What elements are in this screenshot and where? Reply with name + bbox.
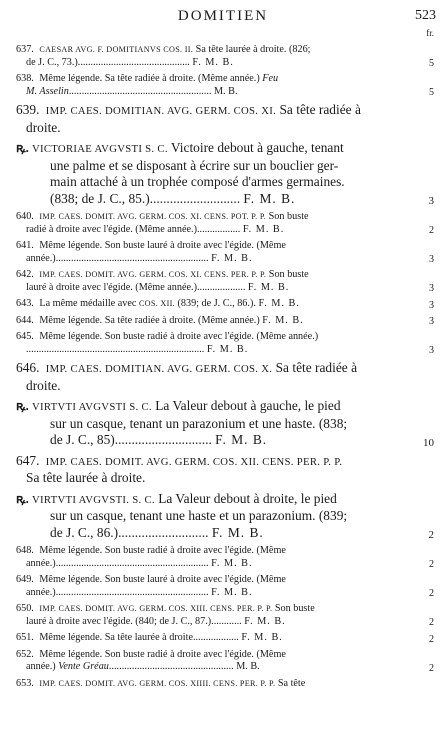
catalogue-entry bbox=[16, 545, 434, 570]
catalogue-entry bbox=[16, 632, 434, 645]
entry-text: Son buste bbox=[266, 269, 309, 280]
coin-legend: IMP. CAES. DOMIT. AVG. GERM. COS. XI. CENS. PER. P. P. bbox=[39, 270, 267, 279]
entry-line bbox=[16, 331, 434, 344]
entry-number: 638. bbox=[16, 73, 37, 84]
entry-line bbox=[16, 603, 434, 616]
catalogue-entry bbox=[16, 331, 434, 356]
entry-text: Son buste bbox=[272, 603, 315, 614]
entry-number: 650. bbox=[16, 603, 37, 614]
coin-legend: VIRTVTI AVGVSTI. S. C. bbox=[31, 493, 155, 506]
entry-line bbox=[16, 86, 434, 99]
entry-line bbox=[16, 649, 434, 662]
price-value: 3 bbox=[429, 283, 434, 294]
entry-line bbox=[16, 120, 434, 137]
module-label: F. M. B. bbox=[244, 615, 286, 627]
entry-text: sur un casque, tenant un parazonium et une haste. (838; bbox=[50, 415, 348, 431]
entry-number: 646. bbox=[16, 360, 43, 375]
entry-text: radié à droite avec l'égide. (Même année.)................. bbox=[26, 223, 243, 235]
entry-line bbox=[16, 282, 434, 295]
entry-line bbox=[16, 432, 434, 449]
entry-line bbox=[16, 378, 434, 395]
entry-text: une palme et se disposant à écrire sur un bouclier ger- bbox=[50, 157, 339, 173]
entry-line bbox=[16, 57, 434, 70]
catalogue-entry bbox=[16, 574, 434, 599]
catalogue-entry bbox=[16, 44, 434, 69]
entry-line bbox=[16, 224, 434, 237]
module-label: F. M. B. bbox=[243, 190, 296, 206]
entry-number: 649. bbox=[16, 574, 37, 585]
catalogue-entry bbox=[16, 453, 434, 487]
entry-text: année.)............................................................ bbox=[26, 557, 212, 569]
entry-text: Sa tête bbox=[275, 677, 306, 689]
entry-text: Même légende. Sa tête laurée à droite.................. bbox=[39, 632, 242, 643]
price-value: 10 bbox=[423, 436, 434, 449]
catalogue-entry bbox=[16, 269, 434, 294]
catalogue-entry bbox=[16, 360, 434, 394]
price-value: 2 bbox=[429, 225, 434, 236]
reverse-mark: ꝶ. bbox=[16, 399, 32, 413]
entry-text: ................................................. M. B. bbox=[108, 661, 260, 672]
entry-text: Même légende. Son buste radié à droite avec l'égide. (Même année.) bbox=[39, 331, 319, 342]
entry-line bbox=[16, 174, 434, 191]
module-label: F. M. B. bbox=[206, 343, 249, 355]
price-value: 2 bbox=[429, 559, 434, 570]
module-label: F. M. B. bbox=[211, 557, 253, 569]
module-label: F. M. B. bbox=[211, 252, 253, 264]
entry-text: lauré à droite avec l'égide. (Même année.)................... bbox=[26, 281, 248, 293]
catalogue-entry bbox=[16, 102, 434, 136]
entry-text: La Valeur debout à gauche, le pied bbox=[151, 398, 341, 413]
entry-text: Même légende. Son buste lauré à droite avec l'égide. (Même bbox=[39, 240, 286, 251]
entry-line bbox=[16, 491, 434, 509]
currency-label: fr. bbox=[426, 28, 434, 38]
entry-text: Même légende. Sa tête radiée à droite. (Même année.) bbox=[39, 73, 263, 84]
catalogue-entry bbox=[16, 73, 434, 98]
entry-line bbox=[16, 508, 434, 525]
entry-number: 640. bbox=[16, 211, 37, 222]
entry-line bbox=[16, 344, 434, 357]
entry-number: 642. bbox=[16, 269, 37, 280]
entry-line bbox=[16, 398, 434, 416]
coin-legend: COS. XII. bbox=[138, 299, 175, 308]
entry-line bbox=[16, 661, 434, 674]
entry-text: Feu bbox=[262, 73, 279, 84]
entry-line bbox=[16, 416, 434, 433]
price-value: 2 bbox=[429, 588, 434, 599]
entry-line bbox=[16, 253, 434, 266]
coin-legend: IMP. CAES. DOMITIAN. AVG. GERM. COS. X. bbox=[45, 363, 273, 375]
price-value: 2 bbox=[429, 633, 434, 645]
entry-line bbox=[16, 191, 434, 208]
entry-line bbox=[16, 525, 434, 542]
coin-legend: IMP. CAES. DOMITIAN. AVG. GERM. COS. XI. bbox=[45, 105, 277, 117]
catalogue-body bbox=[16, 44, 434, 694]
catalogue-entry bbox=[16, 315, 434, 328]
entry-text: droite. bbox=[26, 119, 61, 135]
entry-number: 645. bbox=[16, 331, 37, 342]
coin-legend: IMP. CAES. DOMIT. AVG. GERM. COS. XI. CENS. POT. P. P. bbox=[39, 212, 267, 221]
module-label: F. M. B. bbox=[215, 432, 268, 447]
price-value: 2 bbox=[428, 529, 434, 541]
entry-line bbox=[16, 298, 434, 311]
module-label: F. M. B. bbox=[211, 524, 264, 540]
entry-number: 647. bbox=[16, 452, 43, 468]
module-label: F. M. B. bbox=[258, 298, 300, 309]
entry-text: ........................................................ M. B. bbox=[68, 85, 238, 97]
module-label: F. M. B. bbox=[241, 632, 283, 643]
entry-number: 643. bbox=[16, 298, 37, 309]
price-value: 2 bbox=[429, 617, 434, 628]
entry-text: Son buste bbox=[266, 211, 309, 222]
entry-text: La Valeur debout à droite, le pied bbox=[154, 490, 337, 506]
page-header bbox=[0, 6, 446, 38]
entry-number: 639. bbox=[16, 102, 43, 117]
catalogue-entry bbox=[16, 140, 434, 207]
entry-text: Sa tête radiée à bbox=[276, 102, 361, 117]
module-label: F. M. B. bbox=[247, 281, 290, 293]
price-value: 3 bbox=[429, 316, 434, 327]
coin-legend: VICTORIAE AVGVSTI S. C. bbox=[31, 143, 168, 155]
entry-line bbox=[16, 211, 434, 224]
entry-text: droite. bbox=[26, 377, 61, 393]
module-label: F. M. B. bbox=[211, 586, 253, 598]
reverse-mark: ꝶ. bbox=[16, 141, 32, 155]
catalogue-entry bbox=[16, 678, 434, 691]
coin-legend: IMP. CAES. DOMIT. AVG. GERM. COS. XIII. CENS. PER. P. P. bbox=[39, 604, 273, 613]
coin-legend: IMP. CAES. DOMIT. AVG. GERM. COS. XIIII. CENS. PER. P. P. bbox=[39, 678, 276, 688]
entry-text: Sa tête laurée à droite. (826; bbox=[193, 44, 311, 55]
entry-line bbox=[16, 574, 434, 587]
entry-number: 637. bbox=[16, 44, 37, 55]
entry-line bbox=[16, 44, 434, 57]
price-value: 5 bbox=[429, 87, 434, 98]
entry-text: Victoire debout à gauche, tenant bbox=[167, 140, 344, 155]
entry-line bbox=[16, 240, 434, 253]
entry-text: M. Asselin bbox=[26, 85, 69, 97]
coin-legend: CAESAR AVG. F. DOMITIANVS COS. II. bbox=[39, 45, 194, 54]
entry-line bbox=[16, 678, 434, 691]
price-value: 3 bbox=[429, 254, 434, 265]
entry-text: année.) bbox=[26, 661, 59, 672]
entry-text: (839; de J. C., 86.). bbox=[174, 298, 259, 309]
running-title: DOMITIEN bbox=[177, 8, 269, 24]
entry-line bbox=[16, 632, 434, 645]
entry-text: ...................................................................... bbox=[26, 343, 207, 355]
entry-text: Vente Gréau bbox=[58, 661, 109, 672]
entry-text: lauré à droite avec l'égide. (840; de J. C., 87.)............ bbox=[26, 615, 245, 627]
entry-text: de J. C., 85)............................. bbox=[50, 432, 216, 447]
catalogue-entry bbox=[16, 298, 434, 311]
entry-text: année.)............................................................ bbox=[26, 586, 212, 598]
entry-text: Sa tête radiée à bbox=[272, 360, 358, 375]
catalogue-entry bbox=[16, 211, 434, 236]
entry-text: Même légende. Son buste radié à droite avec l'égide. (Même bbox=[39, 648, 286, 660]
entry-line bbox=[16, 102, 434, 120]
entry-line bbox=[16, 470, 434, 487]
entry-line bbox=[16, 315, 434, 328]
price-value: 3 bbox=[429, 299, 434, 311]
catalogue-entry bbox=[16, 240, 434, 265]
entry-text: de J. C., 73.)............................................ bbox=[26, 56, 193, 68]
entry-line bbox=[16, 73, 434, 86]
entry-line bbox=[16, 360, 434, 378]
entry-text: de J. C., 86.)........................... bbox=[50, 524, 212, 540]
module-label: F. M. B. bbox=[242, 223, 285, 235]
module-label: F. M. B. bbox=[262, 314, 304, 326]
entry-text: main attaché à un trophée composé d'armes germaines. bbox=[50, 174, 345, 189]
catalogue-entry bbox=[16, 649, 434, 674]
entry-text: Même légende. Son buste lauré à droite avec l'égide. (Même bbox=[39, 574, 286, 585]
entry-line bbox=[16, 158, 434, 175]
entry-text: (838; de J. C., 85.)........................... bbox=[50, 190, 244, 206]
coin-legend: IMP. CAES. DOMIT. AVG. GERM. COS. XII. CENS. PER. P. P. bbox=[45, 455, 343, 468]
reverse-mark: ꝶ. bbox=[16, 491, 32, 506]
entry-number: 652. bbox=[16, 648, 37, 660]
entry-line bbox=[16, 587, 434, 600]
entry-text: La même médaille avec bbox=[39, 298, 139, 309]
entry-text: Même légende. Sa tête radiée à droite. (Même année.) bbox=[39, 314, 263, 326]
entry-number: 641. bbox=[16, 240, 37, 251]
entry-line bbox=[16, 616, 434, 629]
module-label: F. M. B. bbox=[192, 56, 234, 68]
entry-line bbox=[16, 558, 434, 571]
entry-number: 653. bbox=[16, 677, 37, 689]
entry-number: 648. bbox=[16, 545, 37, 556]
entry-line bbox=[16, 453, 434, 471]
entry-number: 651. bbox=[16, 632, 37, 643]
catalogue-entry bbox=[16, 491, 434, 542]
entry-text: année.)............................................................ bbox=[26, 252, 212, 264]
catalogue-entry bbox=[16, 398, 434, 449]
entry-text: sur un casque, tenant une haste et un parazonium. (839; bbox=[50, 508, 348, 523]
page-number: 523 bbox=[415, 8, 436, 23]
entry-line bbox=[16, 545, 434, 558]
entry-line bbox=[16, 269, 434, 282]
entry-number: 644. bbox=[16, 314, 37, 326]
catalogue-entry bbox=[16, 603, 434, 628]
price-value: 2 bbox=[429, 662, 434, 674]
entry-text: Sa tête laurée à droite. bbox=[26, 470, 146, 485]
entry-line bbox=[16, 140, 434, 158]
price-value: 3 bbox=[428, 195, 434, 207]
entry-text: Même légende. Son buste radié à droite avec l'égide. (Même bbox=[39, 545, 286, 556]
price-value: 5 bbox=[429, 58, 434, 69]
price-value: 3 bbox=[429, 345, 434, 356]
coin-legend: VIRTVTI AVGVSTI S. C. bbox=[31, 401, 152, 413]
